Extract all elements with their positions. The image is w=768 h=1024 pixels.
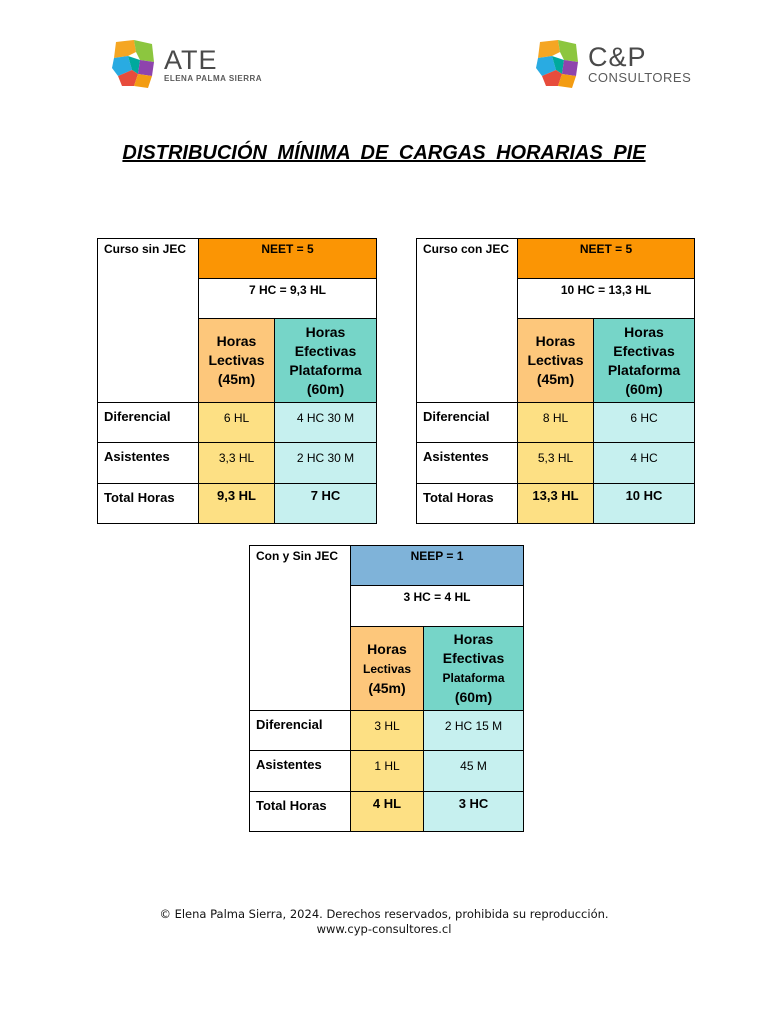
lectivas-header-line: Lectivas bbox=[362, 661, 412, 676]
row-label-asistentes: Asistentes bbox=[417, 443, 518, 484]
efectivas-header-line: (60m) bbox=[306, 380, 345, 397]
efectivas-header-line: Plataforma bbox=[442, 671, 505, 685]
footer bbox=[0, 907, 768, 937]
cell-asistentes-hc: 4 HC bbox=[594, 443, 695, 484]
efectivas-header-line: Efectivas bbox=[442, 650, 505, 666]
equivalence-header: 10 HC = 13,3 HL bbox=[518, 279, 695, 319]
lectivas-header bbox=[518, 319, 594, 403]
cell-diferencial-hl: 3 HL bbox=[351, 711, 424, 751]
row-label-diferencial: Diferencial bbox=[98, 403, 199, 443]
lectivas-header-line: (45m) bbox=[368, 679, 406, 696]
cell-total-hl: 13,3 HL bbox=[518, 484, 594, 524]
cell-total-hc: 7 HC bbox=[275, 484, 377, 524]
ate-logo bbox=[108, 36, 262, 92]
group-header: NEET = 5 bbox=[518, 239, 695, 279]
efectivas-header bbox=[594, 319, 695, 403]
lectivas-header-line: Horas bbox=[216, 333, 257, 349]
lectivas-header-line: Lectivas bbox=[208, 352, 265, 368]
lectivas-header-line: (45m) bbox=[217, 371, 256, 387]
table-con-y-sin-jec bbox=[249, 545, 524, 832]
cp-logo-subtitle: CONSULTORES bbox=[588, 70, 692, 85]
row-label-total: Total Horas bbox=[417, 484, 518, 524]
lectivas-header-line: Lectivas bbox=[527, 352, 584, 368]
lectivas-header-line: Horas bbox=[535, 333, 576, 349]
efectivas-header-line: Plataforma bbox=[607, 361, 681, 378]
cell-asistentes-hl: 5,3 HL bbox=[518, 443, 594, 484]
page-title: DISTRIBUCIÓN MÍNIMA DE CARGAS HORARIAS PIE bbox=[122, 142, 646, 164]
corner-label: Curso sin JEC bbox=[98, 239, 199, 403]
equivalence-header: 7 HC = 9,3 HL bbox=[199, 279, 377, 319]
lectivas-header-line: Horas bbox=[367, 640, 407, 657]
efectivas-header-line: (60m) bbox=[454, 689, 493, 705]
cell-asistentes-hc: 45 M bbox=[424, 751, 524, 792]
corner-label: Curso con JEC bbox=[417, 239, 518, 403]
cell-total-hl: 9,3 HL bbox=[199, 484, 275, 524]
cell-total-hc: 10 HC bbox=[594, 484, 695, 524]
equivalence-header: 3 HC = 4 HL bbox=[351, 586, 524, 627]
row-label-asistentes: Asistentes bbox=[250, 751, 351, 792]
table-curso-sin-jec bbox=[97, 238, 377, 524]
efectivas-header-line: (60m) bbox=[625, 380, 663, 397]
corner-label: Con y Sin JEC bbox=[250, 546, 351, 711]
group-header: NEET = 5 bbox=[199, 239, 377, 279]
cell-diferencial-hc: 6 HC bbox=[594, 403, 695, 443]
lectivas-header bbox=[351, 627, 424, 711]
copyright-text: © Elena Palma Sierra, 2024. Derechos reservados, prohibida su reproducción. bbox=[159, 907, 609, 921]
puzzle-logo-icon bbox=[108, 36, 160, 92]
cell-total-hc: 3 HC bbox=[424, 792, 524, 832]
lectivas-header bbox=[199, 319, 275, 403]
cell-asistentes-hl: 3,3 HL bbox=[199, 443, 275, 484]
cell-diferencial-hl: 8 HL bbox=[518, 403, 594, 443]
row-label-total: Total Horas bbox=[98, 484, 199, 524]
cell-asistentes-hl: 1 HL bbox=[351, 751, 424, 792]
row-label-total: Total Horas bbox=[250, 792, 351, 832]
cell-asistentes-hc: 2 HC 30 M bbox=[275, 443, 377, 484]
lectivas-header-line: (45m) bbox=[536, 371, 575, 387]
ate-logo-subtitle: ELENA PALMA SIERRA bbox=[164, 73, 263, 83]
efectivas-header bbox=[424, 627, 524, 711]
row-label-asistentes: Asistentes bbox=[98, 443, 199, 484]
puzzle-logo-icon bbox=[532, 36, 584, 92]
cell-diferencial-hc: 4 HC 30 M bbox=[275, 403, 377, 443]
efectivas-header-line: Efectivas bbox=[613, 342, 675, 359]
efectivas-header-line: Horas bbox=[305, 323, 346, 340]
cell-total-hl: 4 HL bbox=[351, 792, 424, 832]
efectivas-header bbox=[275, 319, 377, 403]
efectivas-header-line: Efectivas bbox=[294, 342, 357, 359]
cell-diferencial-hc: 2 HC 15 M bbox=[424, 711, 524, 751]
cell-diferencial-hl: 6 HL bbox=[199, 403, 275, 443]
efectivas-header-line: Horas bbox=[624, 323, 664, 340]
row-label-diferencial: Diferencial bbox=[417, 403, 518, 443]
cp-logo-text: C&P bbox=[588, 42, 647, 72]
row-label-diferencial: Diferencial bbox=[250, 711, 351, 751]
cp-logo bbox=[532, 36, 691, 92]
group-header: NEEP = 1 bbox=[351, 546, 524, 586]
ate-logo-text: ATE bbox=[164, 44, 218, 75]
table-curso-con-jec bbox=[416, 238, 695, 524]
efectivas-header-line: Horas bbox=[453, 631, 494, 647]
efectivas-header-line: Plataforma bbox=[289, 361, 362, 378]
website-link[interactable]: www.cyp-consultores.cl bbox=[316, 922, 452, 936]
